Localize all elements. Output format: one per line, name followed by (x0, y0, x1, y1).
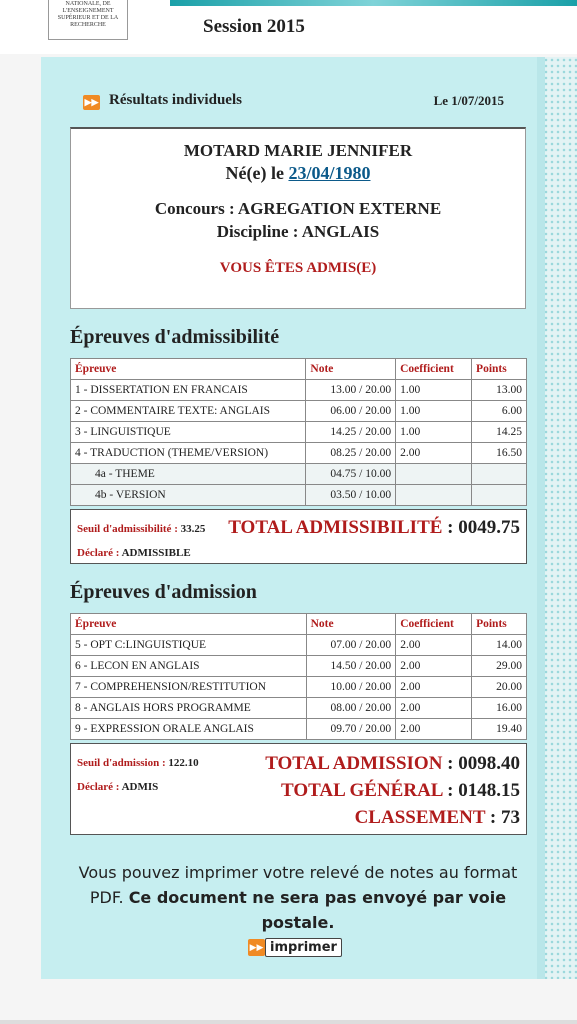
total-general-value: : 0148.15 (442, 780, 520, 801)
admission-title: Épreuves d'admission (70, 581, 257, 603)
table-row (71, 635, 527, 656)
session-title: Session 2015 (203, 16, 305, 37)
points-cell: 20.00 (472, 677, 527, 698)
total-admission-value: : 0098.40 (442, 753, 520, 774)
epreuve-cell: 8 - ANGLAIS HORS PROGRAMME (71, 698, 307, 719)
epreuve-cell: 1 - DISSERTATION EN FRANCAIS (71, 380, 306, 401)
note-cell: 03.50 / 10.00 (306, 485, 396, 506)
note-cell: 06.00 / 20.00 (306, 401, 396, 422)
total-general (265, 778, 520, 805)
classement-value: : 73 (485, 807, 520, 828)
col-note: Note (306, 614, 396, 635)
seuil-admission-value: 122.10 (168, 757, 199, 769)
admissibilite-rows (71, 380, 527, 506)
table-row (71, 719, 527, 740)
admission-table (70, 613, 527, 740)
points-cell: 16.00 (472, 698, 527, 719)
declare-label: Déclaré : (77, 547, 122, 559)
birthdate-link[interactable]: 23/04/1980 (288, 163, 371, 183)
table-header-row (71, 614, 527, 635)
note-cell: 14.25 / 20.00 (306, 422, 396, 443)
coefficient-cell: 2.00 (396, 698, 472, 719)
declare-admission (77, 777, 158, 795)
fast-forward-icon: ▶▶ (83, 95, 100, 110)
seuil-admission (77, 753, 199, 771)
results-date: Le 1/07/2015 (433, 93, 504, 108)
admission-rows (71, 635, 527, 740)
ministry-logo: NATIONALE, DE L'ENSEIGNEMENT SUPÉRIEUR ET DE LA RECHERCHE (48, 0, 128, 40)
points-cell (472, 464, 527, 485)
dotted-border-decoration (537, 57, 577, 979)
total-admission-label: TOTAL ADMISSION (265, 753, 443, 774)
candidate-born (71, 163, 525, 184)
bottom-divider (0, 1020, 577, 1024)
table-row (71, 698, 527, 719)
declare-value: ADMIS (121, 781, 159, 793)
table-row (71, 485, 527, 506)
epreuve-cell: 7 - COMPREHENSION/RESTITUTION (71, 677, 307, 698)
table-row (71, 677, 527, 698)
discipline: Discipline : ANGLAIS (216, 222, 380, 241)
admissibilite-table (70, 358, 527, 506)
seuil-admission-label: Seuil d'admission : (77, 757, 169, 769)
coefficient-cell: 1.00 (396, 422, 472, 443)
print-notice (72, 860, 524, 935)
points-cell: 13.00 (472, 380, 527, 401)
table-row (71, 380, 527, 401)
born-prefix: Né(e) le (225, 163, 289, 183)
note-cell: 04.75 / 10.00 (306, 464, 396, 485)
table-row (71, 464, 527, 485)
note-cell: 14.50 / 20.00 (306, 656, 396, 677)
points-cell (472, 485, 527, 506)
classement (265, 805, 520, 832)
note-cell: 08.00 / 20.00 (306, 698, 396, 719)
note-cell: 07.00 / 20.00 (306, 635, 396, 656)
points-cell: 6.00 (472, 401, 527, 422)
total-general-label: TOTAL GÉNÉRAL (281, 780, 443, 801)
table-row (71, 656, 527, 677)
header-stripe (170, 0, 577, 6)
epreuve-cell: 4a - THEME (71, 464, 306, 485)
print-notice-text: Vous pouvez imprimer votre relevé de notes au format PDF. (78, 863, 518, 907)
total-admissibilite-label: TOTAL ADMISSIBILITÉ (228, 517, 443, 538)
col-coefficient: Coefficient (396, 359, 472, 380)
epreuve-cell: 4b - VERSION (71, 485, 306, 506)
print-notice-warning: Ce document ne sera pas envoyé par voie postale. (128, 888, 507, 932)
results-title: Résultats individuels (109, 92, 242, 108)
total-admission (265, 751, 520, 778)
table-row (71, 443, 527, 464)
epreuve-cell: 3 - LINGUISTIQUE (71, 422, 306, 443)
admission-totals (265, 751, 520, 832)
coefficient-cell: 2.00 (396, 443, 472, 464)
declare-label: Déclaré : (77, 781, 122, 793)
seuil-admissibilite-label: Seuil d'admissibilité : (77, 523, 181, 535)
epreuve-cell: 4 - TRADUCTION (THEME/VERSION) (71, 443, 306, 464)
admission-summary (70, 743, 527, 835)
epreuve-cell: 9 - EXPRESSION ORALE ANGLAIS (71, 719, 307, 740)
print-button[interactable]: imprimer (265, 938, 342, 957)
col-coefficient: Coefficient (396, 614, 472, 635)
points-cell: 14.25 (472, 422, 527, 443)
seuil-admissibilite (77, 519, 205, 537)
declare-value: ADMISSIBLE (121, 547, 191, 559)
coefficient-cell: 2.00 (396, 635, 472, 656)
col-points: Points (472, 359, 527, 380)
table-row (71, 401, 527, 422)
fast-forward-icon: ▶▶ (248, 939, 265, 956)
note-cell: 10.00 / 20.00 (306, 677, 396, 698)
table-header-row (71, 359, 527, 380)
epreuve-cell: 2 - COMMENTAIRE TEXTE: ANGLAIS (71, 401, 306, 422)
coefficient-cell: 1.00 (396, 380, 472, 401)
points-cell: 29.00 (472, 656, 527, 677)
col-epreuve: Épreuve (71, 614, 307, 635)
coefficient-cell (396, 464, 472, 485)
coefficient-cell (396, 485, 472, 506)
col-note: Note (306, 359, 396, 380)
col-points: Points (472, 614, 527, 635)
coefficient-cell: 2.00 (396, 719, 472, 740)
note-cell: 13.00 / 20.00 (306, 380, 396, 401)
total-admissibilite (228, 517, 520, 539)
classement-label: CLASSEMENT (354, 807, 486, 828)
coefficient-cell: 2.00 (396, 677, 472, 698)
coefficient-cell: 2.00 (396, 656, 472, 677)
coefficient-cell: 1.00 (396, 401, 472, 422)
epreuve-cell: 6 - LECON EN ANGLAIS (71, 656, 307, 677)
total-admissibilite-value: : 0049.75 (442, 517, 520, 538)
points-cell: 16.50 (472, 443, 527, 464)
note-cell: 09.70 / 20.00 (306, 719, 396, 740)
note-cell: 08.25 / 20.00 (306, 443, 396, 464)
declare-admissibilite (77, 543, 191, 561)
candidate-name: MOTARD MARIE JENNIFER (183, 141, 413, 160)
admissibilite-summary (70, 509, 527, 564)
print-control (248, 938, 342, 959)
points-cell: 14.00 (472, 635, 527, 656)
points-cell: 19.40 (472, 719, 527, 740)
col-epreuve: Épreuve (71, 359, 306, 380)
admissibilite-title: Épreuves d'admissibilité (70, 326, 280, 348)
epreuve-cell: 5 - OPT C:LINGUISTIQUE (71, 635, 307, 656)
seuil-admissibilite-value: 33.25 (180, 523, 206, 535)
concours: Concours : AGREGATION EXTERNE (154, 199, 442, 218)
table-row (71, 422, 527, 443)
admission-status: VOUS ÊTES ADMIS(E) (219, 260, 377, 276)
top-bar (0, 0, 577, 54)
results-header (83, 92, 242, 110)
candidate-card (70, 127, 526, 309)
